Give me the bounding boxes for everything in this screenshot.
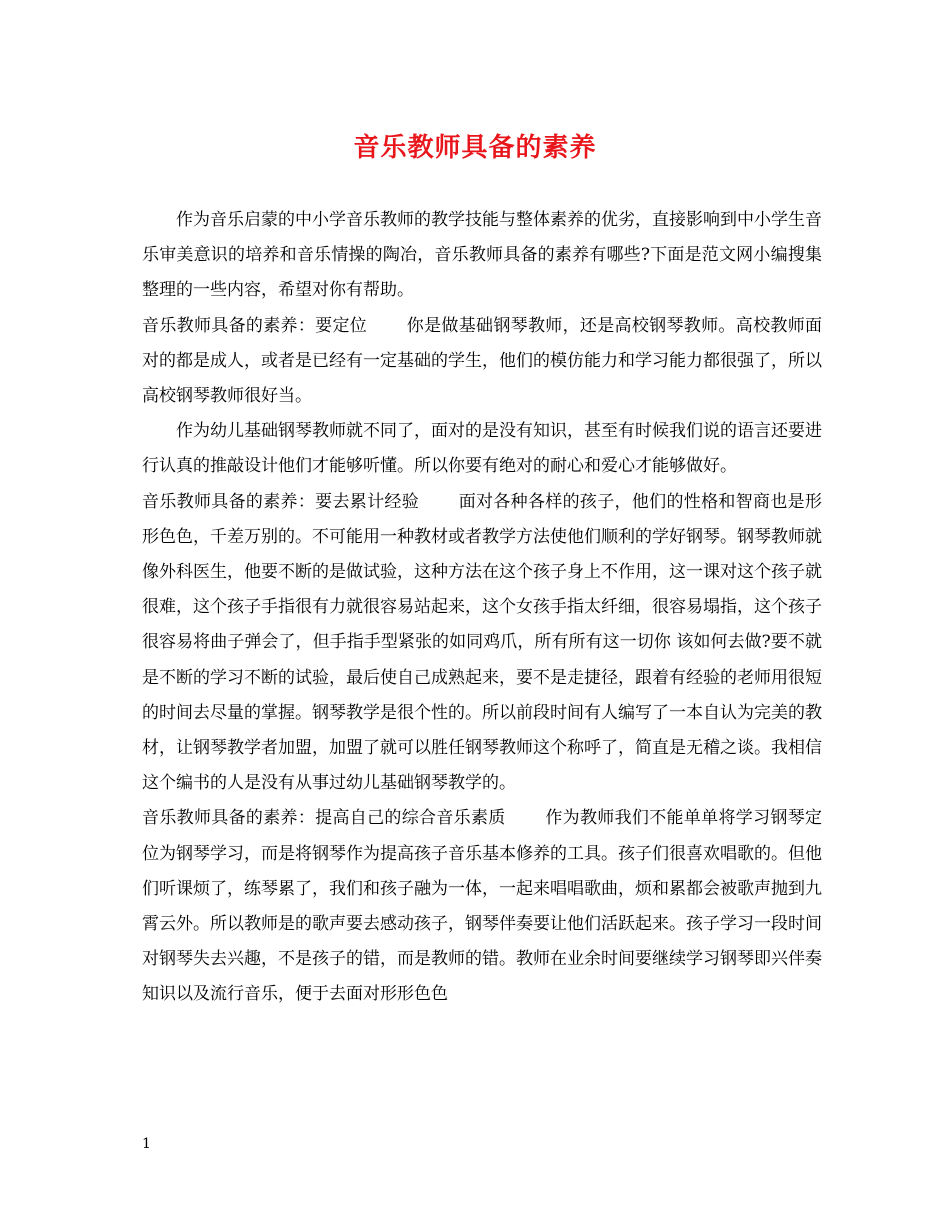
page-number: 1 [142, 1136, 151, 1152]
paragraph-text: 面对各种各样的孩子，他们的性格和智商也是形形色色，千差万别的。不可能用一种教材或者教学方法使他们顺利的学好钢琴。钢琴教师就像外科医生，他要不断的是做试验，这种方法在这个孩子身上不作用，这一课对这个孩子就很难，这个孩子手指很有力就很容易站起来，这个女孩手指太纤细，很容易塌指，这个孩子很容易将曲子弹会了，但手指手型紧张的如同鸡爪，所有所有这一切你 该如何去做?要不就是不断的学习不断的试验，最后使自己成熟起来，要不是走捷径，跟着有经验的老师用很短的时间去尽量的掌握。钢琴教学是很个性的。所以前段时间有人编写了一本自认为完美的教材，让钢琴教学者加盟，加盟了就可以胜任钢琴教师这个称呼了，简直是无稽之谈。我相信这个编书的人是没有从事过幼儿基础钢琴教学的。 [142, 491, 823, 794]
paragraph [142, 203, 822, 309]
paragraph [142, 485, 822, 802]
paragraph [142, 414, 822, 484]
paragraph-heading: 音乐教师具备的素养：提高自己的综合音乐素质 [142, 808, 506, 829]
document-title: 音乐教师具备的素养 [353, 133, 597, 163]
paragraph-text: 作为教师我们不能单单将学习钢琴定位为钢琴学习，而是将钢琴作为提高孩子音乐基本修养的工具。孩子们很喜欢唱歌的。但他们听课烦了，练琴累了，我们和孩子融为一体，一起来唱唱歌曲，烦和累都会被歌声抛到九霄云外。所以教师是的歌声要去感动孩子，钢琴伴奏要让他们活跃起来。孩子学习一段时间对钢琴失去兴趣，不是孩子的错，而是教师的错。教师在业余时间要继续学习钢琴即兴伴奏知识以及流行音乐，便于去面对形形色色 [142, 808, 823, 1005]
document-body [142, 203, 822, 1013]
paragraph [142, 801, 822, 1012]
paragraph-text: 你是做基础钢琴教师，还是高校钢琴教师。高校教师面对的都是成人，或者是已经有一定基础的学生，他们的模仿能力和学习能力都很强了，所以高校钢琴教师很好当。 [142, 315, 823, 407]
paragraph-text: 作为音乐启蒙的中小学音乐教师的教学技能与整体素养的优劣，直接影响到中小学生音乐审美意识的培养和音乐情操的陶冶，音乐教师具备的素养有哪些?下面是范文网小编搜集整理的一些内容，希望对你有帮助。 [142, 210, 822, 301]
paragraph-text: 作为幼儿基础钢琴教师就不同了，面对的是没有知识，甚至有时候我们说的语言还要进行认真的推敲设计他们才能够听懂。所以你要有绝对的耐心和爱心才能够做好。 [142, 421, 822, 477]
paragraph-heading: 音乐教师具备的素养：要去累计经验 [142, 491, 420, 512]
paragraph-heading: 音乐教师具备的素养：要定位 [142, 315, 368, 336]
paragraph [142, 309, 822, 415]
